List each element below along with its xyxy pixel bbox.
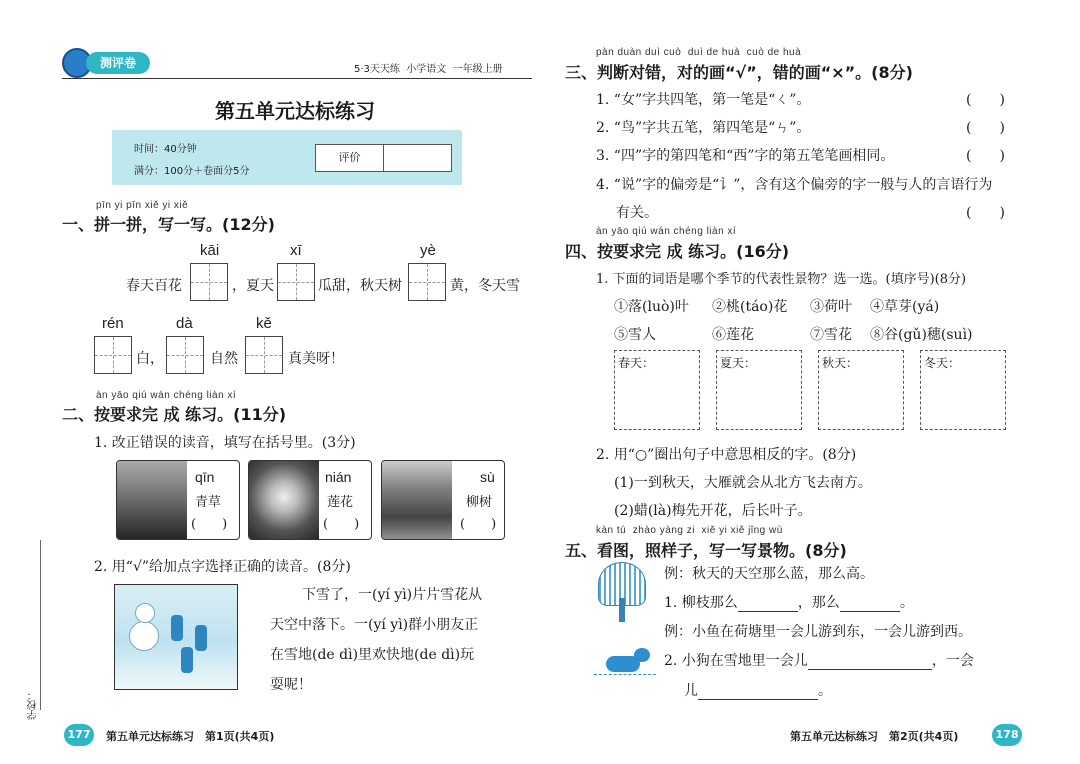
s5-q2-a: 2. 小狗在雪地里一会儿	[664, 653, 808, 669]
s4-title: 四、按要求完 成 练习。(16分)	[565, 242, 790, 261]
willow-photo	[382, 461, 452, 540]
season-box-winter[interactable]: 冬天：	[920, 350, 1006, 430]
child-icon	[171, 615, 183, 641]
dog-illustration	[594, 644, 656, 684]
s5-q2-blank-1[interactable]	[808, 653, 932, 670]
tianzige-ren[interactable]	[94, 336, 132, 374]
info-box	[112, 130, 462, 185]
tianzige-ke[interactable]	[245, 336, 283, 374]
s5-q1	[664, 592, 914, 612]
py-kai: kāi	[200, 242, 220, 259]
page-number-right: 178	[992, 724, 1022, 746]
margin-line	[40, 540, 41, 710]
passage-line-2: 天空中落下。一(yí yì)群小朋友正	[270, 617, 479, 633]
s5-q1-a: 1. 柳枝那么	[664, 595, 738, 611]
s3-item-2: 2. “鸟”字共五笔，第四笔是“ㄣ”。	[596, 120, 811, 136]
willow-trunk-icon	[619, 598, 625, 622]
footer-left: 第五单元达标练习 第1页(共4页)	[106, 730, 275, 743]
s3-paren-3[interactable]: ( )	[966, 148, 1005, 164]
badge-logo	[62, 48, 152, 78]
s3-pinyin: pàn duàn duì cuò duì de huà cuò de huà	[596, 47, 802, 58]
card-willow-word: 柳树	[466, 495, 493, 510]
snow-ground-icon	[594, 674, 656, 676]
s1-line1-a: 春天百花	[126, 278, 182, 294]
s2-pinyin: àn yāo qiú wán chéng liàn xí	[96, 390, 237, 401]
passage-line-1: 下雪了，一(yí yì)片片雪花从	[302, 587, 483, 603]
tianzige-xi[interactable]	[277, 263, 315, 301]
s3-item-4-cont: 有关。	[616, 205, 658, 221]
s1-line1-c: 瓜甜，秋天树	[318, 278, 402, 294]
tianzige-da[interactable]	[166, 336, 204, 374]
opt-6: ⑥莲花	[712, 327, 754, 343]
footer-right: 第五单元达标练习 第2页(共4页)	[790, 730, 959, 743]
tianzige-ye[interactable]	[408, 263, 446, 301]
eval-box	[315, 144, 452, 172]
s1-line2-a: 白，	[136, 351, 164, 367]
s5-ex1: 例：秋天的天空那么蓝，那么高。	[664, 566, 874, 582]
s3-paren-2[interactable]: ( )	[966, 120, 1005, 136]
opt-3: ③荷叶	[810, 299, 852, 315]
series-label: 5·3天天练 小学语文 一年级上册	[354, 64, 503, 75]
time-info: 时间：40分钟	[134, 144, 197, 155]
child-icon-3	[181, 647, 193, 673]
tianzige-kai[interactable]	[190, 263, 228, 301]
card-lotus-py: nián	[325, 469, 352, 485]
s5-q1-c: 。	[899, 595, 914, 611]
card-lotus-paren[interactable]: ( )	[323, 517, 360, 532]
s3-title: 三、判断对错，对的画“√”，错的画“×”。(8分)	[565, 63, 913, 82]
s5-q1-blank-2[interactable]	[840, 595, 900, 612]
s5-ex2: 例：小鱼在荷塘里一会儿游到东，一会儿游到西。	[664, 624, 972, 640]
passage-line-3: 在雪地(de dì)里欢快地(de dì)玩	[270, 647, 475, 663]
lotus-photo	[249, 461, 319, 540]
s4-q2a: (1)一到秋天，大雁就会从北方飞去南方。	[614, 475, 872, 491]
card-grass-paren[interactable]: ( )	[191, 517, 228, 532]
passage-line-4: 耍呢！	[270, 677, 312, 693]
opt-5: ⑤雪人	[614, 327, 656, 343]
card-grass-word: 青草	[195, 495, 222, 510]
s3-item-3: 3. “四”字的第四笔和“西”字的第五笔笔画相同。	[596, 148, 895, 164]
s5-q2	[664, 650, 974, 670]
opt-4: ④草芽(yá)	[870, 299, 940, 315]
s2-q2: 2. 用“√”给加点字选择正确的读音。(8分)	[94, 559, 351, 575]
s2-q1: 1. 改正错误的读音，填写在括号里。(3分)	[94, 435, 356, 451]
opt-1: ①落(luò)叶	[614, 299, 689, 315]
s5-q2-d: 。	[818, 683, 832, 699]
card-willow-paren[interactable]: ( )	[460, 517, 497, 532]
snowman-icon	[129, 621, 159, 651]
snowman-head-icon	[135, 603, 155, 623]
py-ye: yè	[420, 242, 436, 259]
score-info: 满分：100分＋卷面分5分	[134, 166, 250, 177]
s5-q1-blank-1[interactable]	[738, 595, 798, 612]
s5-q2-blank-2[interactable]	[698, 683, 818, 700]
s5-q2-line2	[684, 680, 832, 700]
card-grass	[116, 460, 240, 540]
opt-7: ⑦雪花	[810, 327, 852, 343]
py-ren: rén	[102, 315, 124, 332]
py-xi: xī	[290, 242, 302, 259]
s4-pinyin: àn yāo qiú wán chéng liàn xí	[596, 226, 737, 237]
s1-line1-d: 黄，冬天雪	[450, 278, 520, 294]
s1-line2-b: 自然	[210, 351, 238, 367]
s5-title: 五、看图，照样子，写一写景物。(8分)	[565, 541, 847, 560]
opt-2: ②桃(táo)花	[712, 299, 788, 315]
card-willow-py: sù	[480, 469, 495, 485]
s1-title: 一、拼一拼，写一写。(12分)	[62, 215, 275, 234]
card-lotus-word: 莲花	[327, 495, 354, 510]
s4-q1: 1. 下面的词语是哪个季节的代表性景物？选一选。(填序号)(8分)	[596, 272, 967, 287]
s4-q2b: (2)蜡(là)梅先开花，后长叶子。	[614, 503, 812, 519]
s5-q2-c: 儿	[684, 683, 698, 699]
py-da: dà	[176, 315, 193, 332]
s1-line2-c: 真美呀！	[288, 351, 344, 367]
s3-item-4: 4. “说”字的偏旁是“讠”，含有这个偏旁的字一般与人的言语行为	[596, 177, 993, 193]
s5-q1-b: ，那么	[797, 595, 840, 611]
s5-pinyin: kàn tú zhào yàng zi xiě yi xiě jǐng wù	[596, 525, 783, 536]
s3-paren-1[interactable]: ( )	[966, 92, 1005, 108]
child-icon-2	[195, 625, 207, 651]
season-box-autumn[interactable]: 秋天：	[818, 350, 904, 430]
margin-school-label: 学校：	[28, 690, 39, 720]
opt-8: ⑧谷(gǔ)穗(suì)	[870, 327, 973, 343]
season-box-spring[interactable]: 春天：	[614, 350, 700, 430]
card-willow	[381, 460, 505, 540]
page-number-left: 177	[64, 724, 94, 746]
dog-head-icon	[634, 648, 650, 662]
s4-q2: 2. 用“○”圈出句子中意思相反的字。(8分)	[596, 447, 857, 463]
s1-line1-b: ，夏天	[232, 278, 274, 294]
season-box-summer[interactable]: 夏天：	[716, 350, 802, 430]
willow-illustration	[592, 562, 652, 624]
card-lotus	[248, 460, 372, 540]
eval-label: 评价	[316, 145, 384, 171]
s3-paren-4[interactable]: ( )	[966, 205, 1005, 221]
s5-q2-b: ，一会	[931, 653, 974, 669]
py-ke: kě	[256, 315, 272, 332]
snow-illustration	[114, 584, 238, 690]
page-title: 第五单元达标练习	[215, 99, 375, 123]
badge-label: 测评卷	[86, 52, 150, 74]
grass-photo	[117, 461, 187, 540]
card-grass-py: qīn	[195, 469, 215, 485]
header-rule	[62, 78, 532, 79]
s1-pinyin: pīn yi pīn xiě yi xiě	[96, 200, 189, 211]
s2-title: 二、按要求完 成 练习。(11分)	[62, 405, 287, 424]
s3-item-1: 1. “女”字共四笔，第一笔是“ㄑ”。	[596, 92, 811, 108]
